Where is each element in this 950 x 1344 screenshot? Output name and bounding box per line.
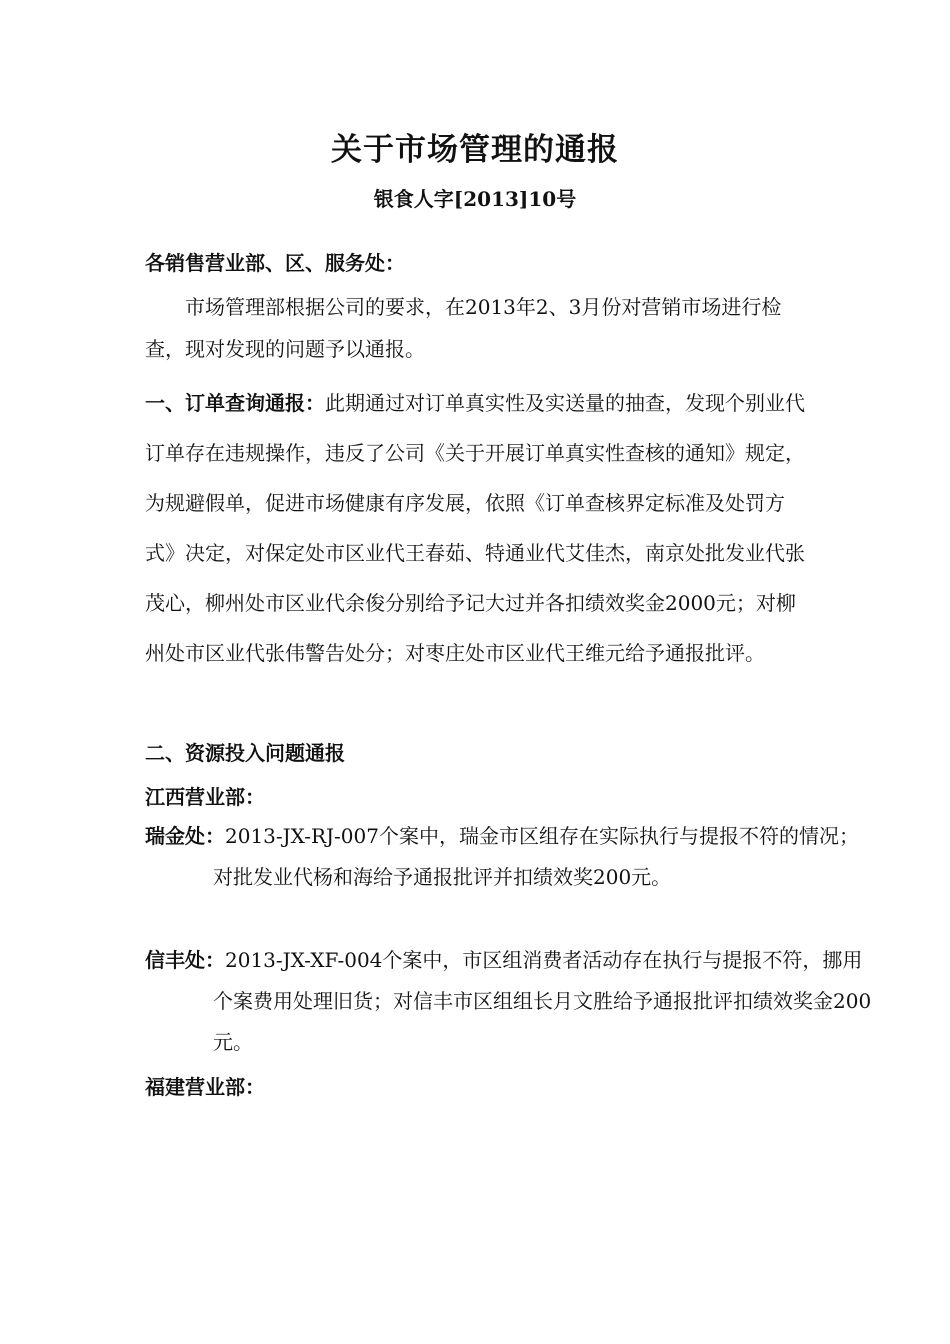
salutation: 各销售营业部、区、服务处：	[145, 251, 405, 275]
list-item-xinfeng	[145, 940, 873, 1063]
xinfeng-label: 信丰处：	[145, 948, 225, 972]
section1-text: 此期通过对订单真实性及实送量的抽查，发现个别业代订单存在违规操作，违反了公司《关于开展订单真实性查核的通知》规定，为规避假单，促进市场健康有序发展，依照《订单查核界定标准及处罚方式》决定，对保定处市区业代王春茹、特通业代艾佳杰，南京处批发业代张茂心，柳州处市区业代余俊分别给予记大过并各扣绩效奖金2000元；对柳州处市区业代张伟警告处分；对枣庄处市区业代王维元给予通报批评。	[145, 391, 805, 665]
fujian-heading: 福建营业部：	[145, 1075, 265, 1099]
section1-heading: 一、订单查询通报：	[145, 391, 325, 415]
section-order-inquiry	[145, 378, 805, 678]
jiangxi-heading: 江西营业部：	[145, 785, 265, 809]
ruijin-text: 2013-JX-RJ-007个案中，瑞金市区组存在实际执行与提报不符的情况；对批发业代杨和海给予通报批评并扣绩效奖200元。	[213, 824, 859, 889]
document-number: 银食人字[2013]10号	[373, 187, 577, 211]
section2-heading: 二、资源投入问题通报	[145, 741, 345, 765]
intro-paragraph: 市场管理部根据公司的要求，在2013年2、3月份对营销市场进行检查，现对发现的问题予以通报。	[145, 295, 782, 361]
document-title: 关于市场管理的通报	[331, 132, 619, 168]
ruijin-label: 瑞金处：	[145, 824, 225, 848]
xinfeng-text: 2013-JX-XF-004个案中，市区组消费者活动存在执行与提报不符，挪用个案费用处理旧货；对信丰市区组组长月文胜给予通报批评扣绩效奖金200元。	[213, 948, 872, 1054]
list-item-ruijin	[145, 816, 873, 898]
